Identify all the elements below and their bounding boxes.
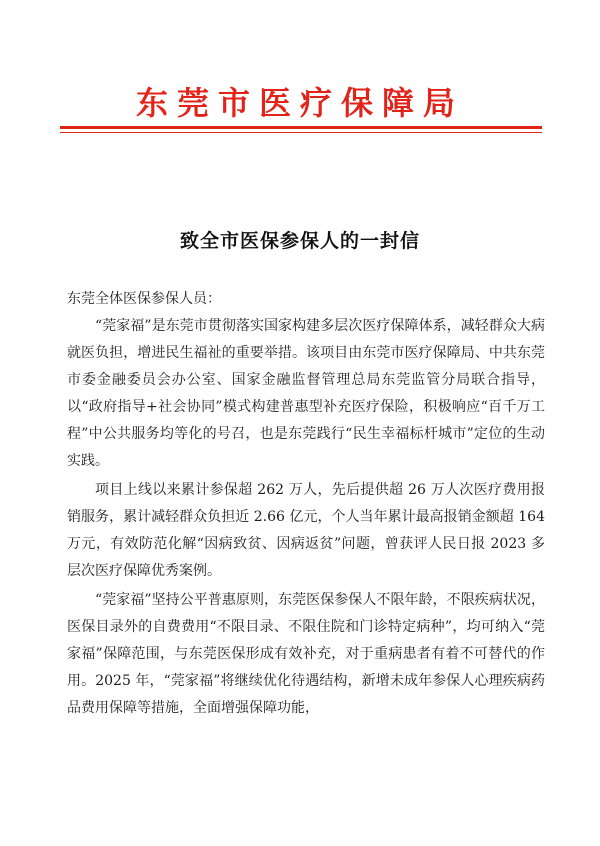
letterhead-rule-thin — [60, 132, 542, 133]
letter-title: 致全市医保参保人的一封信 — [179, 230, 420, 252]
letter-salutation: 东莞全体医保参保人员： — [67, 291, 221, 307]
paragraph-1: “莞家福”是东莞市贯彻落实国家构建多层次医疗保障体系，减轻群众大病就医负担，增进民生福祉的重要举措。该项目由东莞市医疗保障局、中共东莞市委金融委员会办公室、国家金融监督管理总局东莞监管分局联合指导，以“政府指导+社会协同”模式构建普惠型补充医疗保险，积极响应“百千万工程”中公共服务均等化的号召，也是东莞践行“民生幸福标杆城市”定位的生动实践。 — [67, 318, 545, 469]
letter-body — [67, 286, 545, 724]
paragraph-3: “莞家福”坚持公平普惠原则，东莞医保参保人不限年龄，不限疾病状况，医保目录外的自费费用“不限目录、不限住院和门诊特定病种”，均可纳入“莞家福”保障范围，与东莞医保形成有效补充，对于重病患者有着不可替代的作用。2025 年，“莞家福”将继续优化待遇结构，新增未成年参保人心理疾病药品费用保障等措施，全面增强保障功能， — [67, 592, 545, 716]
letterhead-rule-thick — [60, 126, 542, 129]
letterhead-org-name: 东莞市医疗保障局 — [135, 84, 464, 122]
paragraph-2: 项目上线以来累计参保超 262 万人，先后提供超 26 万人次医疗费用报销服务，累计减轻群众负担近 2.66 亿元，个人当年累计最高报销金额超 164 万元，有效防范化解“因病致贫、因病返贫”问题，曾获评人民日报 2023 多层次医疗保障优秀案例。 — [67, 482, 545, 579]
